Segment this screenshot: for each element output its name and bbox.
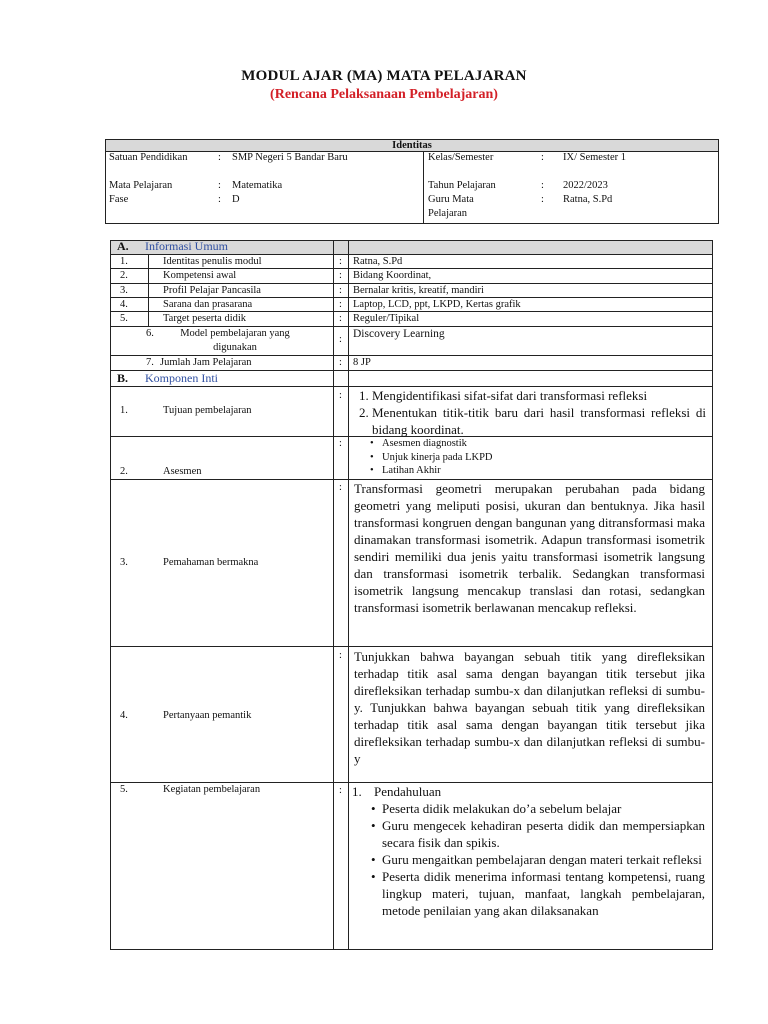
identitas-colon: : — [218, 180, 221, 191]
row-colon: : — [339, 785, 342, 796]
row-number: 1. — [120, 256, 128, 267]
list-item: 2. Menentukan titik-titik baru dari hasil transformasi refleksi di bidang koordinat. — [372, 404, 706, 438]
document-subtitle: (Rencana Pelaksanaan Pembelajaran) — [270, 87, 498, 102]
identitas-colon: : — [218, 152, 221, 163]
row-colon: : — [339, 256, 342, 267]
row-number: 1. — [120, 405, 128, 416]
row-value: Reguler/Tipikal — [353, 313, 420, 324]
identitas-right-label: Tahun Pelajaran — [428, 180, 496, 191]
row-number: 5. — [120, 784, 128, 795]
row-colon: : — [339, 390, 342, 401]
kegiatan-phase-title: Pendahuluan — [374, 784, 442, 799]
identitas-left-value: Matematika — [232, 180, 283, 191]
identitas-left-label: Fase — [109, 194, 129, 205]
identitas-heading: Identitas — [392, 140, 432, 151]
kegiatan-list — [368, 800, 705, 919]
identitas-left-label: Satuan Pendidikan — [109, 152, 188, 163]
divider — [333, 386, 334, 950]
list-item: • Unjuk kinerja pada LKPD — [382, 451, 694, 465]
row-number: 4. — [120, 299, 128, 310]
row-label: Pertanyaan pemantik — [163, 710, 252, 721]
row-label: Target peserta didik — [163, 313, 247, 324]
divider — [148, 254, 149, 326]
identitas-colon: : — [218, 194, 221, 205]
identitas-right-label: Kelas/Semester — [428, 152, 494, 163]
row-label: Tujuan pembelajaran — [163, 405, 252, 416]
row-label: Sarana dan prasarana — [163, 299, 253, 310]
pemahaman-text: Transformasi geometri merupakan perubahan pada bidang geometri yang meliputi posisi, ukuran dan bentuknya. Jika hasil transformasi kongruen dengan bangunan yang ditransformasi maka dinamakan transformasi isometrik. Adapun transformasi isometrik sendiri memiliki dua jenis yaitu transformasi isometrik langsung dan transformasi isometrik terbalik. Sedangkan transformasi isometrik langsung mencakup translasi dan rotasi, sedangkan transformasi isometrik berlawanan mencakup refleksi. — [354, 481, 705, 615]
identitas-left-value: D — [232, 194, 240, 205]
list-item: 1. Mengidentifikasi sifat-sifat dari transformasi refleksi — [372, 387, 706, 404]
identitas-right-value: 2022/2023 — [563, 180, 608, 191]
list-item: • Peserta didik menerima informasi tentang kompetensi, ruang lingkup materi, tujuan, manfaat, langkah pembelajaran, metode penilaian yang akan dilaksanakan — [382, 868, 705, 919]
row-label: Profil Pelajar Pancasila — [163, 285, 261, 296]
row-number: 6. — [146, 328, 154, 339]
section-a-letter: A. — [117, 239, 129, 253]
row-label: Pemahaman bermakna — [163, 557, 259, 568]
row-number: 5. — [120, 313, 128, 324]
identitas-left-label: Mata Pelajaran — [109, 180, 173, 191]
section-b-title: Komponen Inti — [145, 371, 218, 385]
row-value: Bernalar kritis, kreatif, mandiri — [353, 285, 484, 296]
row-label: Identitas penulis modul — [163, 256, 262, 267]
section-a-header-right — [348, 240, 713, 255]
row-colon: : — [339, 270, 342, 281]
section-a-title: Informasi Umum — [145, 239, 228, 253]
section-a-header-colon — [333, 240, 349, 255]
row-number: 2. — [120, 270, 128, 281]
identitas-colon: : — [541, 180, 544, 191]
identitas-right-value: IX/ Semester 1 — [563, 152, 626, 163]
list-item: • Guru mengecek kehadiran peserta didik dan mempersiapkan secara fisik dan spikis. — [382, 817, 705, 851]
row-number: 7. — [146, 357, 154, 368]
identitas-left-value: SMP Negeri 5 Bandar Baru — [232, 152, 348, 163]
identitas-colon: : — [541, 152, 544, 163]
row-label: Kegiatan pembelajaran — [163, 784, 261, 795]
document-title: MODUL AJAR (MA) MATA PELAJARAN — [241, 68, 527, 84]
row-label: Model pembelajaran yang digunakan — [180, 328, 290, 353]
row-colon: : — [339, 334, 342, 345]
divider — [110, 646, 713, 647]
row-label: Asesmen — [163, 466, 202, 477]
row-colon: : — [339, 482, 342, 493]
row-value: Bidang Koordinat, — [353, 270, 432, 281]
divider — [333, 254, 334, 371]
list-item: • Asesmen diagnostik — [382, 437, 694, 451]
row-number: 3. — [120, 557, 128, 568]
row-number: 3. — [120, 285, 128, 296]
section-b-header-left — [110, 370, 334, 387]
row-colon: : — [339, 438, 342, 449]
pertanyaan-text: Tunjukkan bahwa bayangan sebuah titik yang direfleksikan terhadap titik asal sama dengan bayangan titik tersebut jika direfleksikan terhadap sumbu-x dan dilanjutkan refleksi di sumbu-y. Tunjukkan bahwa bayangan sebuah titik yang direfleksikan terhadap titik asal sama dengan bayangan titik tersebut jika direfleksikan terhadap sumbu-x dan dilanjutkan refleksi di sumbu-y — [354, 649, 705, 766]
list-item: • Peserta didik melakukan do’a sebelum belajar — [382, 800, 705, 817]
divider — [348, 386, 349, 950]
divider — [348, 254, 349, 371]
row-colon: : — [339, 650, 342, 661]
asesmen-list — [354, 437, 694, 478]
row-colon: : — [339, 299, 342, 310]
row-number: 2. — [120, 466, 128, 477]
tujuan-list — [352, 387, 706, 438]
section-b-header-right — [348, 370, 713, 387]
section-b-letter: B. — [117, 371, 129, 385]
kegiatan-phase-number: 1. — [352, 784, 362, 799]
identitas-right-value: Ratna, S.Pd — [563, 194, 613, 205]
row-number: 4. — [120, 710, 128, 721]
row-label: Kompetensi awal — [163, 270, 237, 281]
row-label: Jumlah Jam Pelajaran — [160, 357, 252, 368]
row-colon: : — [339, 285, 342, 296]
row-value: Discovery Learning — [353, 328, 445, 340]
row-value: Ratna, S.Pd — [353, 256, 403, 267]
identitas-colon: : — [541, 194, 544, 205]
identitas-right-label: Guru Mata Pelajaran — [428, 194, 474, 219]
section-b-header-colon — [333, 370, 349, 387]
row-value: Laptop, LCD, ppt, LKPD, Kertas grafik — [353, 299, 521, 310]
list-item: • Guru mengaitkan pembelajaran dengan materi terkait refleksi — [382, 851, 705, 868]
row-colon: : — [339, 357, 342, 368]
row-colon: : — [339, 313, 342, 324]
list-item: • Latihan Akhir — [382, 464, 694, 478]
row-value: 8 JP — [353, 357, 371, 368]
